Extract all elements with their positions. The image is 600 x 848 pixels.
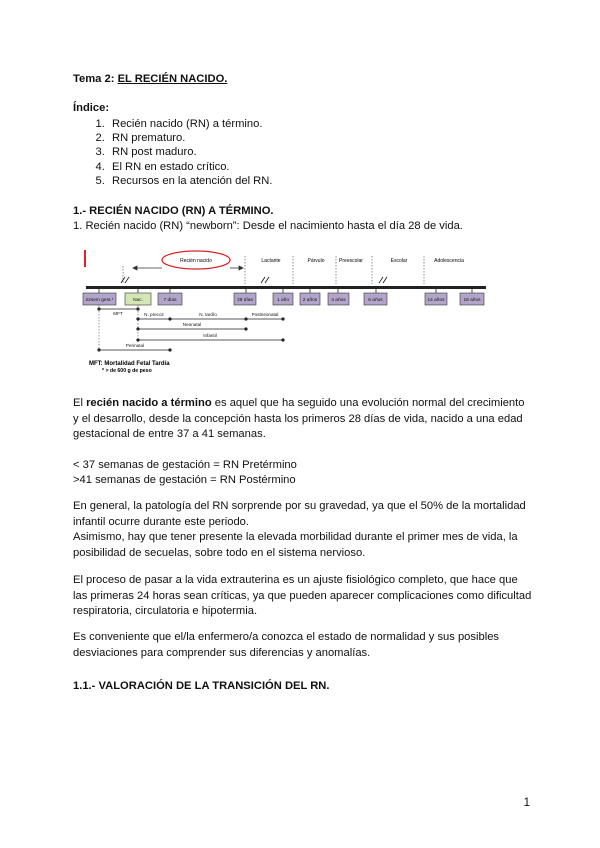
postterm-line: >41 semanas de gestación = RN Postérmino	[73, 474, 296, 486]
preterm-line: < 37 semanas de gestación = RN Pretérmino	[73, 459, 297, 471]
age-box-label: 14 años	[427, 298, 445, 303]
index-item: 4. El RN en estado crítico.	[108, 160, 272, 174]
range-label: N. tardío	[199, 312, 217, 317]
range-label: Perinatal	[125, 343, 145, 348]
stage-label: Preescolar	[339, 258, 363, 264]
stage-label: Recién nacido	[180, 258, 212, 264]
index-heading: Índice:	[73, 102, 110, 114]
stage-label: Párvulo	[307, 258, 325, 264]
age-box-label: 2 años	[302, 298, 318, 303]
range-label: Neonatal	[182, 322, 202, 327]
age-box-label: 22sem gest.*	[85, 298, 114, 303]
red-mark	[84, 250, 86, 267]
paragraph-pathology: En general, la patología del RN sorprende por su gravedad, ya que el 50% de la mortalidad infantil ocurre durante este periodo.	[73, 500, 526, 528]
range-label: N. precoz	[144, 312, 164, 317]
p1-bold: recién nacido a término	[86, 397, 212, 409]
index-item: 2. RN prematuro.	[108, 131, 272, 145]
stage-label: Adolescencia	[434, 258, 464, 264]
section-1-heading: 1.- RECIÉN NACIDO (RN) A TÉRMINO.	[73, 205, 274, 217]
age-box-label: Nac.	[133, 298, 143, 303]
page-number: 1	[523, 797, 530, 809]
range-label: Infantil	[203, 333, 217, 338]
paragraph-transition: El proceso de pasar a la vida extrauterina es un ajuste fisiológico completo, que hace que las primeras 24 horas sean críticas, ya que pueden aparecer complicaciones como dificultad respiratoria, circulatoria e hipotermia.	[73, 574, 532, 617]
age-box-label: 1 año	[276, 298, 290, 303]
range-label: Postneonatal	[251, 312, 279, 317]
p1-pre: El	[73, 397, 87, 409]
p1-rest: es aquel que ha seguido una evolución normal del crecimiento y el desarrollo, desde la concepción hasta los primeros 28 días de vida, nacido a una edad gestacional de entre 37 a 41 semanas.	[73, 397, 525, 440]
age-box-label: 7 días	[163, 298, 177, 303]
diagram-footnote: MFT: Mortalidad Fetal Tardía	[89, 361, 170, 367]
diagram-footnote: * > de 600 g de peso	[102, 368, 152, 374]
age-box-label: 18 años	[463, 298, 481, 303]
age-box-label: 6 años	[368, 298, 383, 303]
stage-label: Escolar	[390, 258, 408, 264]
newborn-definition: 1. Recién nacido (RN) “newborn”: Desde el nacimiento hasta el día 28 de vida.	[73, 220, 463, 232]
range-label: MFT	[113, 311, 123, 316]
index-item: 5. Recursos en la atención del RN.	[108, 174, 272, 188]
age-box-label: 4 años	[331, 298, 346, 303]
paragraph-definition	[73, 396, 533, 443]
timeline-bar	[86, 286, 486, 289]
index-item: 3. RN post maduro.	[108, 145, 272, 159]
age-box-label: 28 días	[237, 298, 253, 303]
stage-label: Lactante	[261, 258, 281, 264]
index-item: 1. Recién nacido (RN) a término.	[108, 117, 272, 131]
section-1-1-heading: 1.1.- VALORACIÓN DE LA TRANSICIÓN DEL RN.	[73, 680, 330, 692]
title-text: EL RECIÉN NACIDO.	[117, 73, 228, 85]
title-prefix: Tema 2:	[73, 73, 115, 85]
paragraph-morbidity: Asimismo, hay que tener presente la elevada morbilidad durante el primer mes de vida, la posibilidad de secuelas, sobre todo en el sistema nervioso.	[73, 531, 518, 559]
paragraph-nursing: Es conveniente que el/la enfermero/a conozca el estado de normalidad y sus posibles desviaciones para comprender sus diferencias y anomalías.	[73, 631, 500, 659]
